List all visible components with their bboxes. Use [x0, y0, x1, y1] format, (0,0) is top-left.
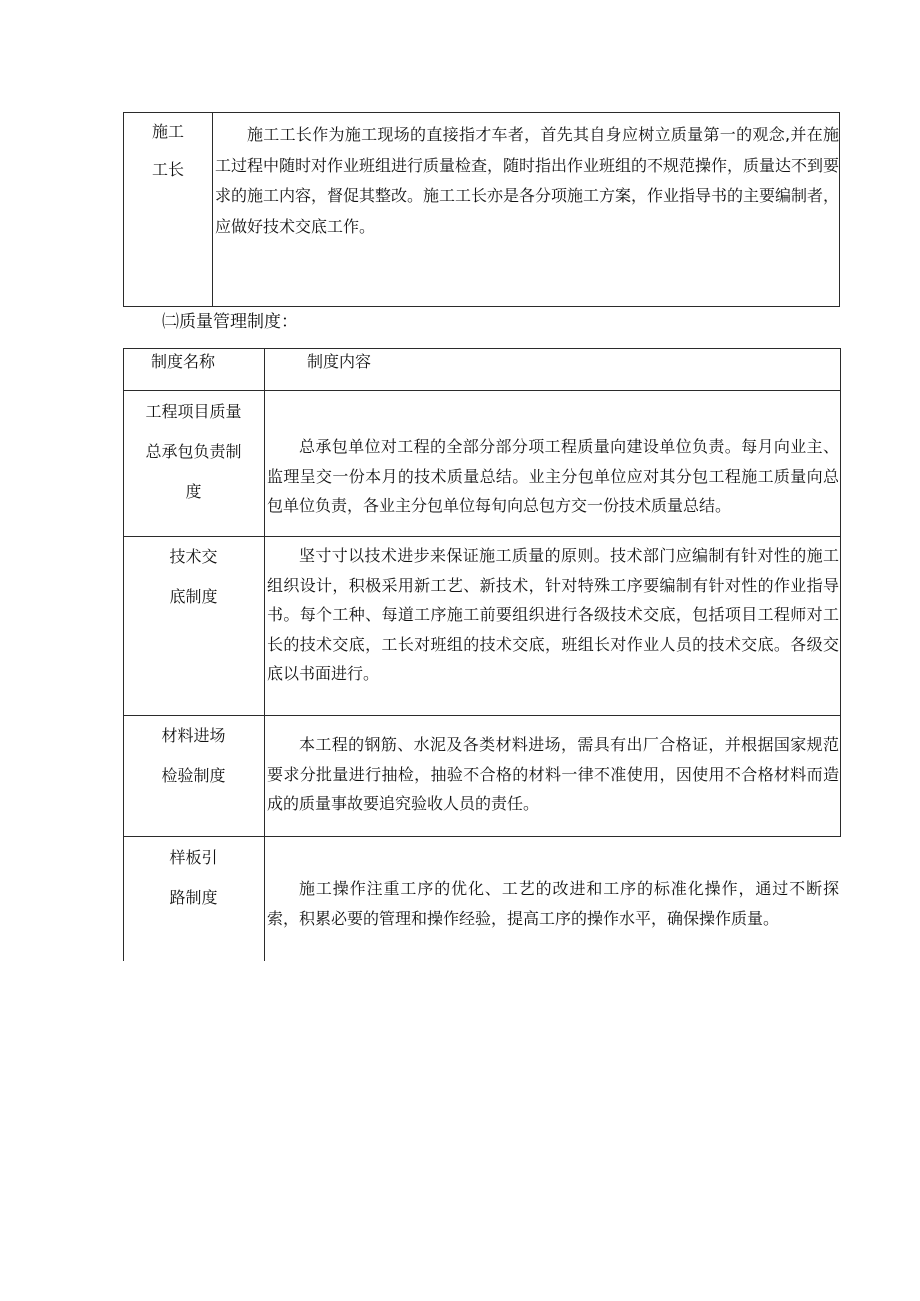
system-content: 本工程的钢筋、水泥及各类材料进场，需具有出厂合格证，并根据国家规范要求分批量进行抽检，抽验不合格的材料一律不准使用，因使用不合格材料而造成的质量事故要追究验收人员的责任。 — [267, 735, 839, 813]
system-name — [123, 716, 264, 796]
role-label — [124, 113, 212, 189]
system-name-line: 材料进场 — [161, 726, 226, 745]
system-content: 施工操作注重工序的优化、工艺的改进和工序的标准化操作，通过不断探索，积累必要的管理和操作经验，提高工序的操作水平，确保操作质量。 — [267, 879, 839, 928]
system-name-line: 工程项目质量 — [145, 402, 242, 421]
quality-system-table — [123, 348, 841, 961]
row-divider — [123, 390, 841, 391]
table-border-top — [123, 348, 841, 349]
system-content: 总承包单位对工程的全部分部分项工程质量向建设单位负责。每月向业主、监理呈交一份本月的技术质量总结。业主分包单位应对其分包工程施工质量向总包单位负责，各业主分包单位每旬向总包方交一份技术质量总结。 — [267, 437, 839, 515]
header-name: 制度名称 — [151, 352, 216, 371]
system-name — [123, 838, 264, 918]
table-border-right — [840, 348, 841, 836]
system-name-line: 样板引 — [169, 848, 218, 867]
section-heading: ㈡质量管理制度： — [162, 312, 298, 332]
role-label-line: 工长 — [151, 160, 184, 179]
system-name — [123, 392, 264, 512]
header-content: 制度内容 — [307, 352, 372, 371]
system-name-line: 路制度 — [169, 888, 218, 907]
system-name-line: 底制度 — [169, 587, 218, 606]
row-divider — [123, 836, 841, 837]
column-divider — [264, 348, 265, 961]
role-label-line: 施工 — [151, 122, 184, 141]
system-name-line: 度 — [185, 482, 202, 501]
role-table — [123, 112, 840, 307]
system-name — [123, 537, 264, 617]
role-description: 施工工长作为施工现场的直接指才车者，首先其自身应树立质量第一的观念,并在施工过程中随时对作业班组进行质量检查，随时指出作业班组的不规范操作，质量达不到要求的施工内容，督促其整改。施工工长亦是各分项施工方案，作业指导书的主要编制者，应做好技术交底工作。 — [215, 125, 840, 236]
column-divider — [212, 113, 213, 306]
system-name-line: 总承包负责制 — [145, 442, 242, 461]
system-content: 坚寸寸以技术进步来保证施工质量的原则。技术部门应编制有针对性的施工组织设计，积极采用新工艺、新技术，针对特殊工序要编制有针对性的作业指导书。每个工种、每道工序施工前要组织进行各级技术交底，包括项目工程师对工长的技术交底，工长对班组的技术交底，班组长对作业人员的技术交底。各级交底以书面进行。 — [267, 546, 839, 683]
system-name-line: 检验制度 — [161, 766, 226, 785]
system-name-line: 技术交 — [169, 547, 218, 566]
